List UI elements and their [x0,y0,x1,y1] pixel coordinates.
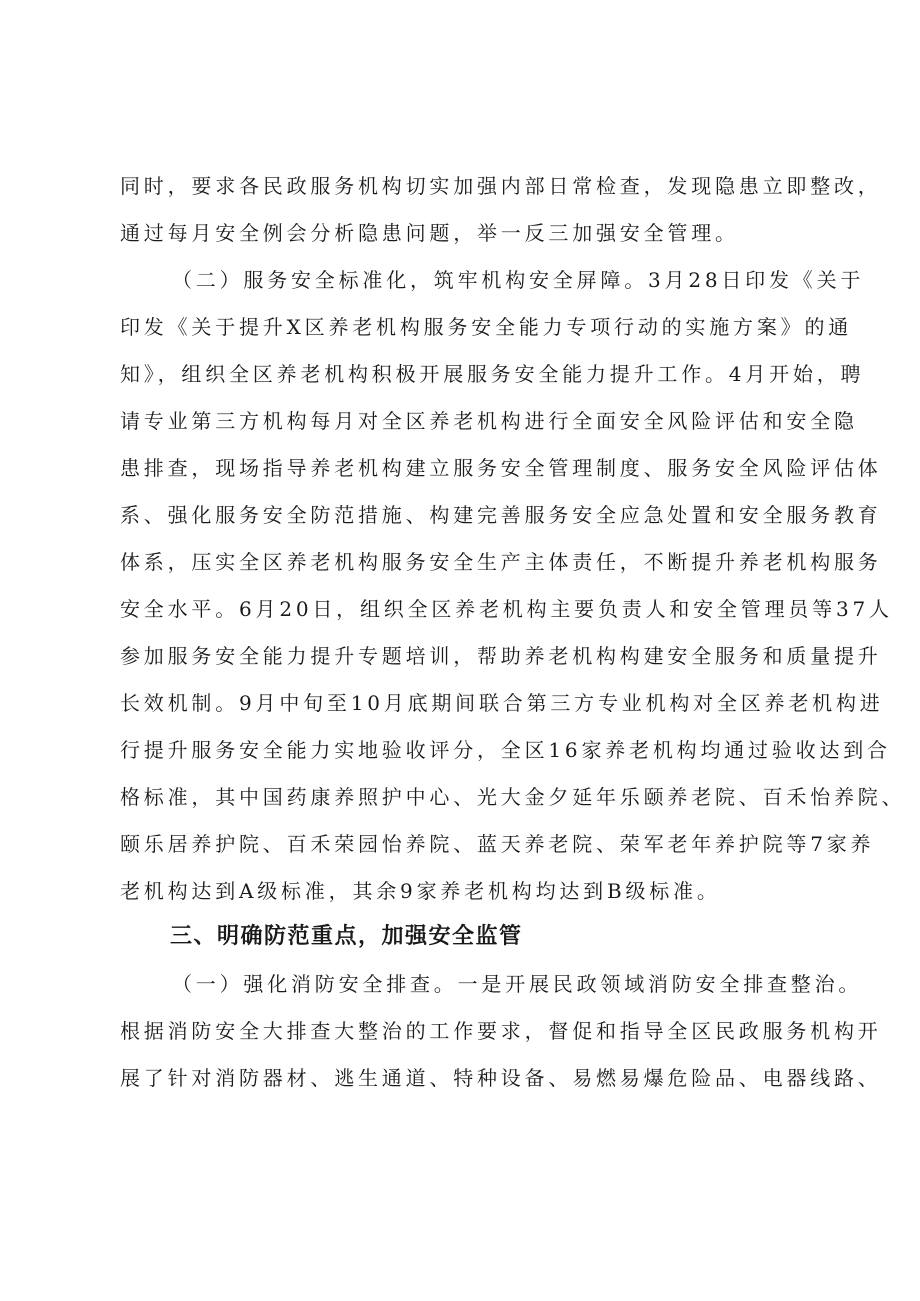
text-line: 印发《关于提升X区养老机构服务安全能力专项行动的实施方案》的通 [120,315,853,339]
section-heading: 三、明确防范重点，加强安全监管 [170,924,523,949]
text-line: 展了针对消防器材、逃生通道、特种设备、易燃易爆危险品、电器线路、 [120,1066,882,1090]
text-line: 参加服务安全能力提升专题培训，帮助养老机构构建安全服务和质量提升 [120,644,882,668]
paragraph-first-line: （一）强化消防安全排查。一是开展民政领域消防安全排查整治。 [172,972,863,996]
text-line: 根据消防安全大排查大整治的工作要求，督促和指导全区民政服务机构开 [120,1019,882,1043]
text-line: 请专业第三方机构每月对全区养老机构进行全面安全风险评估和安全隐 [120,409,858,433]
text-line: 患排查，现场指导养老机构建立服务安全管理制度、服务安全风险评估体 [120,456,882,480]
text-line: 知》，组织全区养老机构积极开展服务安全能力提升工作。4月开始，聘 [120,362,865,386]
text-line: 安全水平。6月20日，组织全区养老机构主要负责人和安全管理员等37人 [120,597,893,621]
paragraph-first-line: （二）服务安全标准化，筑牢机构安全屏障。3月28日印发《关于 [172,268,865,292]
text-line: 系、强化服务安全防范措施、构建完善服务安全应急处置和安全服务教育 [120,503,882,527]
text-line: 通过每月安全例会分析隐患问题，举一反三加强安全管理。 [120,221,739,245]
text-line: 长效机制。9月中旬至10月底期间联合第三方专业机构对全区养老机构进 [120,691,884,715]
text-line: 老机构达到A级标准，其余9家养老机构均达到B级标准。 [120,879,721,903]
text-line: 颐乐居养护院、百禾荣园怡养院、蓝天养老院、荣军老年养护院等7家养 [120,832,875,856]
text-line: 同时，要求各民政服务机构切实加强内部日常检查，发现隐患立即整改， [120,174,882,198]
text-line: 行提升服务安全能力实地验收评分，全区16家养老机构均通过验收达到合 [120,738,891,762]
text-line: 体系，压实全区养老机构服务安全生产主体责任，不断提升养老机构服务 [120,550,882,574]
text-line: 格标准，其中国药康养照护中心、光大金夕延年乐颐养老院、百禾怡养院、 [120,785,906,809]
